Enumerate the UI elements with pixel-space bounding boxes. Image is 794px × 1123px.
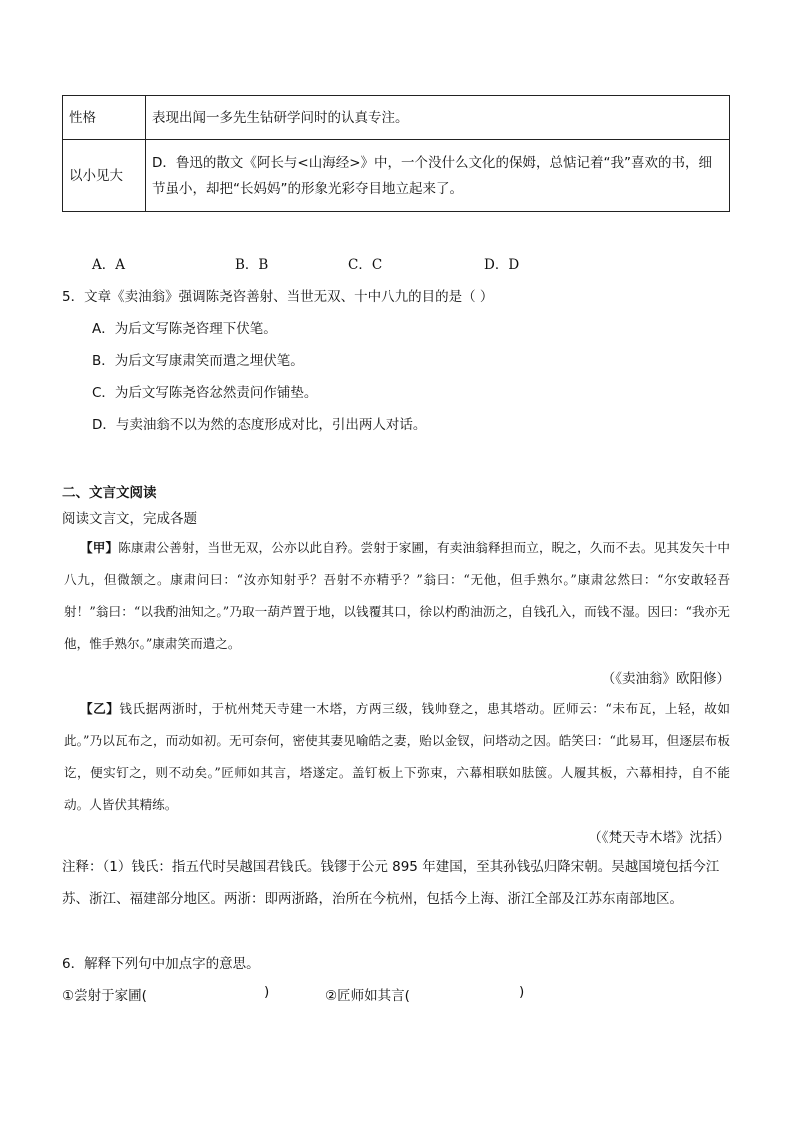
option-b: B．B — [235, 257, 269, 273]
table-cell-content: 表现出闻一多先生钻研学问时的认真专注。 — [146, 96, 730, 140]
passage-jia-tag: 【甲】 — [80, 540, 119, 555]
comparison-table — [62, 95, 730, 212]
question-6-item-1-blank-end: ) — [264, 984, 270, 1000]
question-6-item-1: ①尝射于家圃( — [62, 988, 147, 1004]
annotation-note: 注释：（1）钱氏：指五代时吴越国君钱氏。钱镠于公元 895 年建国，至其孙钱弘归降宋朝。吴越国境包括今江苏、浙江、福建部分地区。两浙：即两浙路，治所在今杭州，包括今上海、浙江全部及江苏东南部地区。 — [62, 859, 720, 907]
question-6-stem: 6．解释下列句中加点字的意思。 — [62, 956, 260, 972]
question-5-option-a: A．为后文写陈尧咨理下伏笔。 — [92, 321, 277, 337]
passage-yi — [64, 693, 730, 821]
table-row — [63, 96, 730, 140]
question-5-option-c: C．为后文写陈尧咨忿然责问作铺垫。 — [92, 385, 318, 401]
passage-jia-text: 陈康肃公善射，当世无双，公亦以此自矜。尝射于家圃，有卖油翁释担而立，睨之，久而不去。见其发矢十中八九，但微颔之。康肃问曰：“汝亦知射乎？吾射不亦精乎？”翁曰：“无他，但手熟尔。”康肃忿然曰：“尔安敢轻吾射！”翁曰：“以我酌油知之。”乃取一葫芦置于地，以钱覆其口，徐以杓酌油沥之，自钱孔入，而钱不湿。因曰：“我亦无他，惟手熟尔。”康肃笑而遣之。 — [64, 540, 731, 651]
question-5-option-d: D．与卖油翁不以为然的态度形成对比，引出两人对话。 — [92, 417, 427, 433]
passage-yi-source: （《梵天寺木塔》沈括） — [588, 830, 730, 846]
passage-yi-tag: 【乙】 — [80, 701, 120, 716]
question-5-stem: 5．文章《卖油翁》强调陈尧咨善射、当世无双、十中八九的目的是（ ） — [62, 289, 494, 305]
question-5-option-b: B．为后文写康肃笑而遣之埋伏笔。 — [92, 353, 304, 369]
table-cell-label: 性格 — [63, 96, 146, 140]
table-row — [63, 140, 730, 212]
passage-jia — [64, 532, 730, 660]
option-a: A．A — [92, 257, 125, 273]
option-d: D．D — [484, 257, 520, 273]
section-heading: 二、文言文阅读 — [62, 485, 157, 501]
question-6-item-2: ②匠师如其言( — [325, 988, 410, 1004]
table-cell-label: 以小见大 — [63, 140, 146, 212]
table-cell-content: D．鲁迅的散文《阿长与<山海经>》中，一个没什么文化的保姆，总惦记着“我”喜欢的书，细节虽小，却把“长妈妈”的形象光彩夺目地立起来了。 — [146, 140, 730, 212]
section-instruction: 阅读文言文，完成各题 — [62, 511, 197, 527]
question-6-item-2-blank-end: ) — [519, 984, 525, 1000]
option-c: C．C — [348, 257, 383, 273]
passage-yi-text: 钱氏据两浙时，于杭州梵天寺建一木塔，方两三级，钱帅登之，患其塔动。匠师云：“未布瓦，上轻，故如此。”乃以瓦布之，而动如初。无可奈何，密使其妻见喻皓之妻，贻以金钗，问塔动之因。皓笑曰：“此易耳，但逐层布板讫，便实钉之，则不动矣。”匠师如其言，塔遂定。盖钉板上下弥束，六幕相联如胠箧。人履其板，六幕相持，自不能动。人皆伏其精练。 — [64, 701, 730, 812]
passage-jia-source: （《卖油翁》欧阳修） — [601, 671, 730, 687]
